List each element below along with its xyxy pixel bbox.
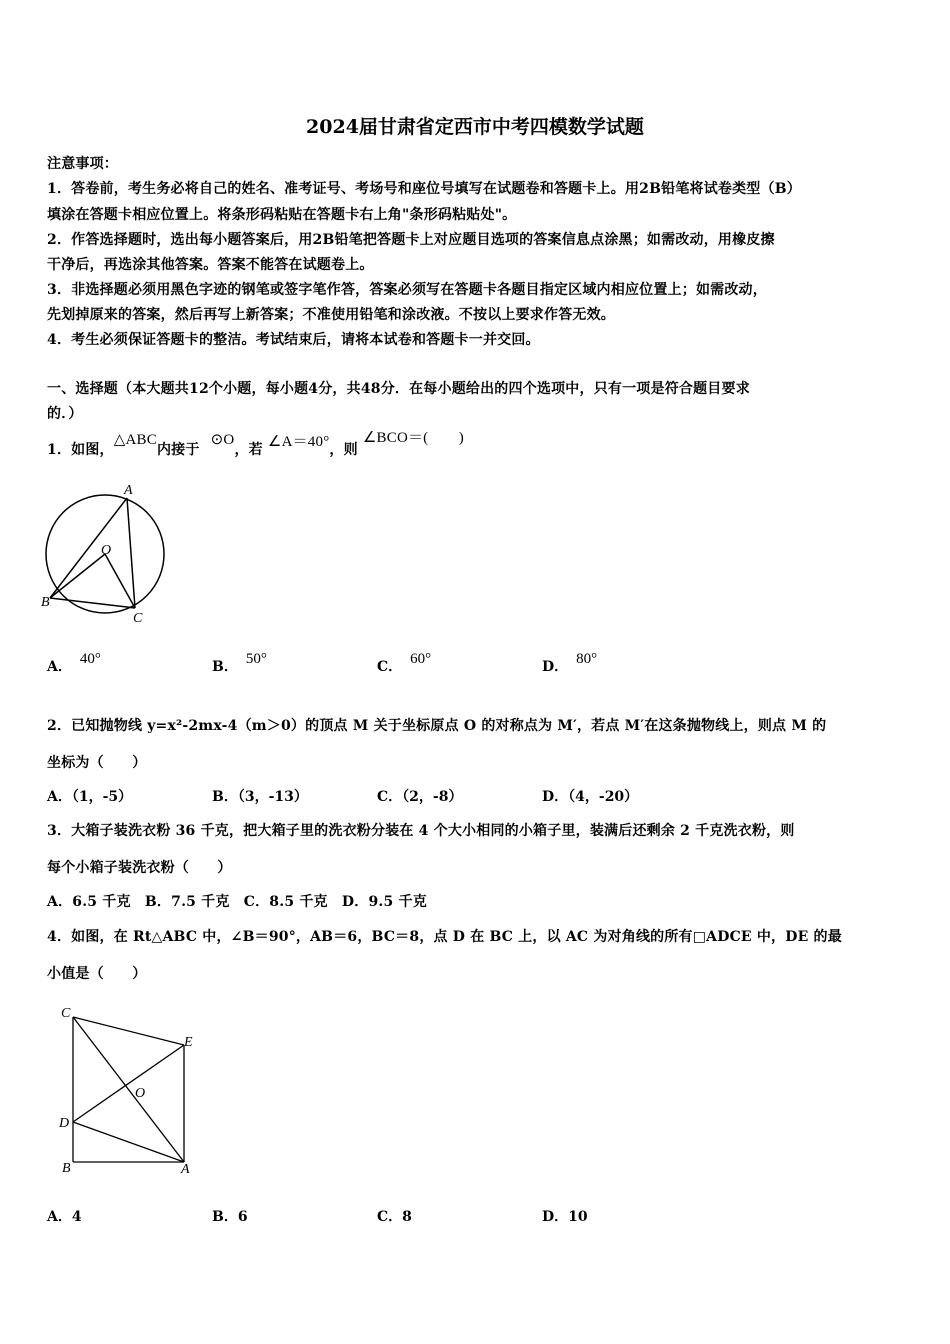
label-o: O: [135, 1086, 146, 1101]
q1-math-triangle: △ABC: [113, 432, 157, 448]
q2-option-d[interactable]: [542, 786, 638, 806]
segment-oc: [105, 554, 135, 608]
label-c: C: [61, 1006, 71, 1021]
option-letter: A．: [47, 789, 72, 805]
q1-option-b[interactable]: [212, 651, 267, 676]
notice-line: 3．非选择题必须用黑色字迹的钢笔或签字笔作答，答案必须写在答题卡各题目指定区域内相应位置上；如需改动，: [47, 282, 767, 298]
q1-text: ，若: [234, 442, 263, 458]
label-b: B: [62, 1161, 71, 1176]
label-a: A: [124, 483, 133, 498]
q4-option-b[interactable]: [212, 1206, 248, 1226]
option-letter: D．: [542, 789, 569, 805]
section-heading: 一、选择题（本大题共12个小题，每小题4分，共48分．在每小题给出的四个选项中，只有一项是符合题目要求: [47, 381, 750, 397]
option-letter: D．: [542, 659, 569, 675]
q2-option-c[interactable]: [377, 786, 462, 806]
option-value: 10: [568, 1209, 588, 1225]
q3-options[interactable]: A．6.5 千克 B．7.5 千克 C．8.5 千克 D．9.5 千克: [47, 894, 427, 910]
q2-option-a[interactable]: [47, 786, 132, 806]
notice-line: 4．考生必须保证答题卡的整洁。考试结束后，请将本试卷和答题卡一并交回。: [47, 332, 540, 348]
label-d: D: [59, 1116, 70, 1131]
q2-stem: 2．已知抛物线 y=x²-2mx-4（m＞0）的顶点 M 关于坐标原点 O 的对称点为 M′，若点 M′在这条抛物线上，则点 M 的: [47, 718, 827, 734]
option-value: 40°: [79, 651, 101, 667]
option-letter: C．: [377, 789, 403, 805]
option-value: 80°: [576, 651, 598, 667]
q2-option-b[interactable]: [212, 786, 308, 806]
q1-text: ，则: [329, 442, 358, 458]
notice-line: 填涂在答题卡相应位置上。将条形码粘贴在答题卡右上角"条形码粘贴处"。: [47, 207, 517, 223]
q3-stem-cont: 每个小箱子装洗衣粉（ ）: [47, 860, 232, 876]
q1-math-question: ∠BCO＝( ): [362, 430, 464, 446]
segment-ac: [127, 498, 135, 608]
q3-stem: 3．大箱子装洗衣粉 36 千克，把大箱子里的洗衣粉分装在 4 个大小相同的小箱子里，装满后还剩余 2 千克洗衣粉，则: [47, 823, 795, 839]
q1-option-d[interactable]: [542, 651, 598, 676]
option-value: 8: [402, 1209, 412, 1225]
segment-da: [73, 1122, 184, 1162]
option-value: 50°: [245, 651, 267, 667]
option-letter: C．: [377, 659, 403, 675]
option-letter: D．: [542, 1209, 569, 1225]
segment-de: [73, 1045, 184, 1122]
option-letter: B．: [212, 1209, 238, 1225]
segment-ce: [73, 1017, 184, 1045]
notice-heading: 注意事项：: [47, 156, 118, 172]
option-value: 6: [237, 1209, 248, 1225]
q4-parallelogram-figure: [55, 1000, 205, 1180]
q4-option-c[interactable]: [377, 1206, 412, 1226]
option-value: 60°: [410, 651, 432, 667]
q4-stem-cont: 小值是（ ）: [47, 966, 147, 982]
option-value: 4: [71, 1209, 82, 1225]
q1-text: 内接于: [156, 442, 200, 458]
notice-line: 2．作答选择题时，选出每小题答案后，用2B铅笔把答题卡上对应题目选项的答案信息点涂黑；如需改动，用橡皮擦: [47, 232, 775, 248]
notice-line: 1．答卷前，考生务必将自己的姓名、准考证号、考场号和座位号填写在试题卷和答题卡上。用2B铅笔将试卷类型（B）: [47, 181, 801, 197]
q4-option-d[interactable]: [542, 1206, 588, 1226]
q1-math-circle: ⊙O: [210, 432, 235, 448]
q4-stem: 4．如图，在 Rt△ABC 中，∠B＝90°，AB＝6，BC＝8，点 D 在 BC 上，以 AC 为对角线的所有□ADCE 中，DE 的最: [47, 929, 842, 945]
option-letter: B．: [212, 659, 238, 675]
segment-ca: [73, 1017, 184, 1162]
option-value: （1，-5）: [71, 789, 133, 805]
notice-line: 先划掉原来的答案，然后再写上新答案；不准使用铅笔和涂改液。不按以上要求作答无效。: [47, 307, 615, 323]
option-letter: A．: [47, 659, 72, 675]
page-title: 2024届甘肃省定西市中考四模数学试题: [306, 116, 644, 138]
label-e: E: [184, 1035, 193, 1050]
label-a: A: [181, 1162, 190, 1177]
option-value: （4，-20）: [568, 789, 639, 805]
label-c: C: [133, 611, 143, 626]
q1-circle-figure: [38, 482, 178, 627]
q4-option-a[interactable]: [47, 1206, 82, 1226]
q1-option-c[interactable]: [377, 651, 432, 676]
label-b: B: [41, 595, 50, 610]
segment-bc: [50, 598, 135, 608]
section-heading-cont: 的．）: [47, 406, 83, 422]
option-letter: B．: [212, 789, 238, 805]
q1-prefix: 1．如图，: [47, 442, 114, 458]
q1-stem: [47, 430, 464, 459]
option-value: （3，-13）: [237, 789, 308, 805]
q1-option-a[interactable]: [47, 651, 101, 676]
q1-math-angle: ∠A＝40°: [267, 434, 330, 450]
segment-ob: [50, 554, 105, 598]
notice-line: 干净后，再选涂其他答案。答案不能答在试题卷上。: [47, 257, 374, 273]
option-letter: C．: [377, 1209, 403, 1225]
option-letter: A．: [47, 1209, 72, 1225]
q2-stem-cont: 坐标为（ ）: [47, 755, 147, 771]
label-o: O: [101, 543, 112, 558]
option-value: （2，-8）: [402, 789, 463, 805]
